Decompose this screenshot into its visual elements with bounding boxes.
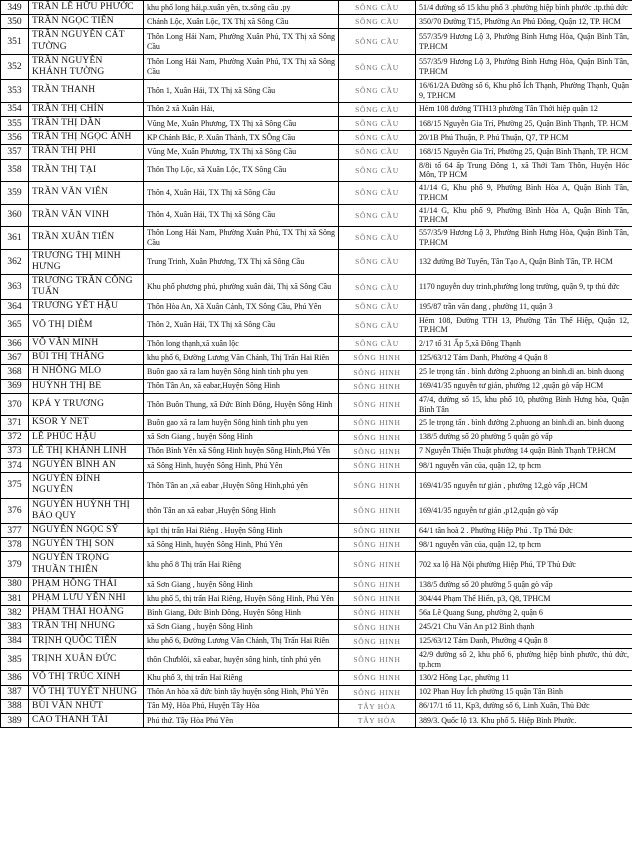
name-cell: HUỲNH THỊ BE [29,379,144,393]
current-address-cell: 169/41/35 nguyễn tư giản , phường 12,gò vấp ,HCM [416,473,632,498]
name-cell: NGUYỄN THỊ SON [29,538,144,552]
origin-address-cell: Tân Mỹ, Hòa Phú, Huyện Tây Hòa [144,699,339,713]
table-row [1,458,632,472]
table-row [1,314,632,337]
name-cell: NGUYỄN ĐÌNH NGUYÊN [29,473,144,498]
name-cell: KPÁ Y TRƯƠNG [29,393,144,416]
table-row [1,300,632,314]
current-address-cell: 557/35/9 Hương Lộ 3, Phường Bình Hưng Hòa, Quận Bình Tân, TP.HCM [416,227,632,250]
name-cell: VÕ VĂN MINH [29,337,144,351]
name-cell: TRỊNH QUỐC TIẾN [29,634,144,648]
table-row [1,249,632,274]
table-row [1,552,632,577]
table-row [1,393,632,416]
origin-address-cell: Phú thứ. Tây Hòa Phú Yên [144,713,339,727]
current-address-cell: 1170 nguyễn duy trinh,phường long trường, quận 9, tp thủ đức [416,274,632,299]
current-address-cell: 98/1 nguyễn văn của, quận 12, tp hcm [416,538,632,552]
table-row [1,80,632,103]
table-row [1,379,632,393]
district-cell: SÔNG CẦU [339,182,416,205]
row-number-cell: 354 [1,102,29,116]
district-cell: TÂY HÒA [339,699,416,713]
origin-address-cell: Thôn Buôn Thung, xã Đức Bình Đông, Huyện Sông Hinh [144,393,339,416]
origin-address-cell: thôn Chưblôi, xã eabar, huyện sông hinh, tỉnh phú yên [144,648,339,671]
origin-address-cell: khu phố long hải,p.xuân yên, tx.sông cầu .py [144,1,339,15]
origin-address-cell: xã Sông Hinh, huyện Sông Hinh, Phú Yên [144,458,339,472]
origin-address-cell: Thôn Long Hải Nam, Phường Xuân Phú, TX Thị xã Sông Cầu [144,227,339,250]
name-cell: TRẦN XUÂN TIẾN [29,227,144,250]
name-cell: PHẠM THÁI HOÀNG [29,606,144,620]
district-cell: SÔNG HINH [339,523,416,537]
origin-address-cell: Buôn gao xã ra lam huyện Sông hinh tỉnh phu yen [144,365,339,379]
district-cell: SÔNG CẦU [339,131,416,145]
table-row [1,351,632,365]
name-cell: TRƯƠNG YẾT HẬU [29,300,144,314]
district-cell: SÔNG HINH [339,620,416,634]
district-cell: SÔNG CẦU [339,314,416,337]
table-row [1,685,632,699]
name-cell: NGUYỄN NGỌC SỸ [29,523,144,537]
district-cell: SÔNG HINH [339,379,416,393]
current-address-cell: 168/15 Nguyễn Gia Trí, Phường 25, Quận Bình Thạnh, TP. HCM [416,145,632,159]
row-number-cell: 353 [1,80,29,103]
name-cell: CAO THANH TÀI [29,713,144,727]
name-cell: TRẦN LÊ HỮU PHƯỚC [29,1,144,15]
table-row [1,592,632,606]
origin-address-cell: xã Sơn Giang , huyện Sông Hinh [144,577,339,591]
origin-address-cell: Thôn 4, Xuân Hải, TX Thị xã Sông Cầu [144,182,339,205]
row-number-cell: 372 [1,430,29,444]
district-cell: SÔNG CẦU [339,249,416,274]
current-address-cell: 169/41/35 nguyễn tư giản, phường 12 ,quận gò vấp HCM [416,379,632,393]
current-address-cell: Hẻm 108, Đường TTH 13, Phường Tân Thế Hiệp, Quận 12, TP.HCM [416,314,632,337]
name-cell: TRẦN THỊ CHÍN [29,102,144,116]
current-address-cell: 125/63/12 Tám Danh, Phường 4 Quận 8 [416,351,632,365]
row-number-cell: 350 [1,15,29,29]
row-number-cell: 351 [1,29,29,54]
current-address-cell: 389/3. Quốc lộ 13. Khu phố 5. Hiệp Bình Phước. [416,713,632,727]
district-cell: SÔNG CẦU [339,204,416,227]
row-number-cell: 367 [1,351,29,365]
district-cell: SÔNG HINH [339,365,416,379]
table-row [1,54,632,79]
district-cell: SÔNG HINH [339,538,416,552]
district-cell: SÔNG HINH [339,430,416,444]
name-cell: H NHÔNG MLO [29,365,144,379]
origin-address-cell: Bình Giang, Đức Bình Đông, Huyện Sông Hinh [144,606,339,620]
row-number-cell: 369 [1,379,29,393]
district-cell: SÔNG HINH [339,648,416,671]
origin-address-cell: Vũng Me, Xuân Phương, TX Thị xã Sông Cầu [144,145,339,159]
name-cell: TRẦN NGUYỄN KHÁNH TƯỜNG [29,54,144,79]
row-number-cell: 387 [1,685,29,699]
row-number-cell: 352 [1,54,29,79]
district-cell: SÔNG HINH [339,498,416,523]
origin-address-cell: Chánh Lộc, Xuân Lộc, TX Thị xã Sông Cầu [144,15,339,29]
current-address-cell: 56a Lê Quang Sung, phường 2, quận 6 [416,606,632,620]
name-cell: NGUYỄN BÌNH AN [29,458,144,472]
row-number-cell: 370 [1,393,29,416]
origin-address-cell: Thôn Thọ Lộc, xã Xuân Lộc, TX Sông Cầu [144,159,339,182]
table-row [1,102,632,116]
current-address-cell: 42/9 đường số 2, khu phố 6, phường hiệp bình phước, thủ đức, tp.hcm [416,648,632,671]
table-row [1,274,632,299]
current-address-cell: 16/61/2A Đường số 6, Khu phố Ích Thạnh, Phường Thạnh, Quận 9, TP.HCM [416,80,632,103]
origin-address-cell: Khu phố 3, thị trấn Hai Riêng [144,671,339,685]
current-address-cell: 41/14 G, Khu phố 9, Phường Bình Hòa A, Quận Bình Tân, TP.HCM [416,182,632,205]
current-address-cell: 86/17/1 tổ 11, Kp3, đường số 6, Linh Xuân, Thủ Đức [416,699,632,713]
current-address-cell: Hẻm 108 đường TTH13 phường Tân Thới hiệp quận 12 [416,102,632,116]
table-row [1,634,632,648]
table-row [1,538,632,552]
row-number-cell: 378 [1,538,29,552]
row-number-cell: 376 [1,498,29,523]
district-cell: SÔNG HINH [339,671,416,685]
table-row [1,227,632,250]
origin-address-cell: Thôn 4, Xuân Hải, TX Thị xã Sông Cầu [144,204,339,227]
district-cell: SÔNG CẦU [339,80,416,103]
table-row [1,15,632,29]
district-cell: SÔNG HINH [339,577,416,591]
table-row [1,620,632,634]
name-cell: TRẦN THANH [29,80,144,103]
current-address-cell: 98/1 nguyễn văn của, quận 12, tp hcm [416,458,632,472]
current-address-cell: 51/4 đường số 15 khu phố 3 .phường hiệp bình phước .tp.thủ đức [416,1,632,15]
district-cell: SÔNG HINH [339,552,416,577]
current-address-cell: 102 Phan Huy Ích phường 15 quận Tân Bình [416,685,632,699]
row-number-cell: 383 [1,620,29,634]
district-cell: SÔNG CẦU [339,1,416,15]
origin-address-cell: khu phố 6, Đường Lương Văn Chánh, Thị Trấn Hai Riên [144,634,339,648]
current-address-cell: 168/15 Nguyễn Gia Trí, Phường 25, Quận Bình Thạnh, TP. HCM [416,116,632,130]
name-cell: TRƯƠNG THỊ MINH HƯNG [29,249,144,274]
table-row [1,1,632,15]
origin-address-cell: kp1 thị trấn Hai Riêng . Huyện Sông Hinh [144,523,339,537]
name-cell: TRẦN THỊ NHUNG [29,620,144,634]
table-row [1,713,632,727]
name-cell: VÕ THỊ TUYẾT NHUNG [29,685,144,699]
origin-address-cell: xã Sơn Giang , huyện Sông Hinh [144,430,339,444]
origin-address-cell: khu phố 6, Đường Lương Văn Chánh, Thị Trấn Hai Riên [144,351,339,365]
origin-address-cell: Thôn Tân An, xã eabar,Huyện Sông Hinh [144,379,339,393]
district-cell: SÔNG HINH [339,458,416,472]
current-address-cell: 245/21 Chu Văn An p12 Bình thạnh [416,620,632,634]
origin-address-cell: Thôn 1, Xuân Hải, TX Thị xã Sông Cầu [144,80,339,103]
row-number-cell: 382 [1,606,29,620]
current-address-cell: 138/5 đường số 20 phường 5 quận gò vấp [416,430,632,444]
name-cell: TRỊNH XUÂN ĐỨC [29,648,144,671]
row-number-cell: 375 [1,473,29,498]
table-row [1,606,632,620]
name-cell: PHẠM LƯU YẾN NHI [29,592,144,606]
table-row [1,159,632,182]
name-cell: BÙI VĂN NHỨT [29,699,144,713]
district-cell: SÔNG CẦU [339,159,416,182]
origin-address-cell: Thôn long thạnh,xã xuân lộc [144,337,339,351]
district-cell: SÔNG CẦU [339,29,416,54]
district-cell: SÔNG CẦU [339,337,416,351]
row-number-cell: 377 [1,523,29,537]
row-number-cell: 388 [1,699,29,713]
current-address-cell: 557/35/9 Hương Lộ 3, Phường Bình Hưng Hòa, Quận Bình Tân, TP.HCM [416,29,632,54]
table-row [1,29,632,54]
name-cell: TRẦN VĂN VINH [29,204,144,227]
district-cell: SÔNG HINH [339,444,416,458]
origin-address-cell: Buôn gao xã ra lam huyện Sông hinh tỉnh phu yen [144,416,339,430]
name-cell: TRẦN NGỌC TIẾN [29,15,144,29]
district-cell: SÔNG CẦU [339,300,416,314]
name-cell: LÊ THỊ KHÁNH LINH [29,444,144,458]
table-row [1,116,632,130]
district-cell: SÔNG HINH [339,416,416,430]
current-address-cell: 41/14 G, Khu phố 9, Phường Bình Hòa A, Quận Bình Tân, TP.HCM [416,204,632,227]
origin-address-cell: Khu phố phương phú, phường xuân đài, Thị xã Sông Cầu [144,274,339,299]
row-number-cell: 374 [1,458,29,472]
name-cell: TRẦN VĂN VIÊN [29,182,144,205]
name-cell: VÕ THỊ TRÚC XINH [29,671,144,685]
district-cell: SÔNG HINH [339,606,416,620]
row-number-cell: 371 [1,416,29,430]
records-table-body [1,1,632,728]
district-cell: SÔNG CẦU [339,116,416,130]
row-number-cell: 364 [1,300,29,314]
current-address-cell: 304/44 Phạm Thế Hiển, p3, Q8, TPHCM [416,592,632,606]
row-number-cell: 356 [1,131,29,145]
table-row [1,145,632,159]
origin-address-cell: Thôn Long Hải Nam, Phường Xuân Phú, TX Thị xã Sông Cầu [144,54,339,79]
row-number-cell: 363 [1,274,29,299]
district-cell: SÔNG HINH [339,634,416,648]
current-address-cell: 350/70 Đường T15, Phường An Phú Đông, Quận 12, TP. HCM [416,15,632,29]
current-address-cell: 169/41/35 nguyễn tư giản ,p12,quận gò vấp [416,498,632,523]
current-address-cell: 25 le trọng tấn . bình đường 2.phuong an binh.di an. binh duong [416,365,632,379]
district-cell: SÔNG HINH [339,592,416,606]
table-row [1,444,632,458]
row-number-cell: 386 [1,671,29,685]
origin-address-cell: Thôn Long Hải Nam, Phường Xuân Phú, TX Thị xã Sông Cầu [144,29,339,54]
origin-address-cell: Thôn Bình Yên xã Sông Hinh huyện Sông Hinh,Phú Yên [144,444,339,458]
district-cell: SÔNG HINH [339,351,416,365]
table-row [1,523,632,537]
row-number-cell: 360 [1,204,29,227]
table-row [1,182,632,205]
origin-address-cell: Trung Trinh, Xuân Phương, TX Thị xã Sông Cầu [144,249,339,274]
current-address-cell: 8/8i tổ 64 ấp Trung Đông 1, xã Thới Tam Thôn, Huyện Hóc Môn, TP HCM [416,159,632,182]
table-row [1,430,632,444]
name-cell: TRẦN THỊ NGỌC ÁNH [29,131,144,145]
current-address-cell: 2/17 tổ 31 Ấp 5,xã Đông Thạnh [416,337,632,351]
district-cell: SÔNG CẦU [339,54,416,79]
origin-address-cell: KP Chánh Bắc, P. Xuân Thành, TX SÔng Cầu [144,131,339,145]
name-cell: TRẦN THỊ DẦN [29,116,144,130]
name-cell: NGUYỄN TRỌNG THUẦN THIÊN [29,552,144,577]
current-address-cell: 702 xa lộ Hà Nội phường Hiệp Phú, TP Thủ Đức [416,552,632,577]
table-row [1,498,632,523]
row-number-cell: 366 [1,337,29,351]
current-address-cell: 138/5 đường số 20 phường 5 quận gò vấp [416,577,632,591]
row-number-cell: 355 [1,116,29,130]
current-address-cell: 20/1B Phú Thuận, P. Phú Thuận, Q7, TP HCM [416,131,632,145]
current-address-cell: 64/1 tân hoà 2 . Phường Hiệp Phú . Tp Thủ Đức [416,523,632,537]
district-cell: SÔNG CẦU [339,15,416,29]
current-address-cell: 130/2 Hồng Lạc, phường 11 [416,671,632,685]
district-cell: SÔNG CẦU [339,102,416,116]
row-number-cell: 380 [1,577,29,591]
table-row [1,699,632,713]
table-row [1,131,632,145]
origin-address-cell: Thôn Hòa An, Xã Xuân Cảnh, TX Sông Cầu, Phú Yên [144,300,339,314]
row-number-cell: 358 [1,159,29,182]
district-cell: SÔNG CẦU [339,227,416,250]
name-cell: TRƯƠNG TRẦN CÔNG TUẤN [29,274,144,299]
row-number-cell: 365 [1,314,29,337]
row-number-cell: 349 [1,1,29,15]
row-number-cell: 368 [1,365,29,379]
table-row [1,473,632,498]
row-number-cell: 362 [1,249,29,274]
origin-address-cell: xã Sơn Giang , huyện Sông Hinh [144,620,339,634]
district-cell: SÔNG HINH [339,685,416,699]
name-cell: KSOR Y NET [29,416,144,430]
origin-address-cell: Thôn 2, Xuân Hải, TX Thị xã Sông Cầu [144,314,339,337]
name-cell: LÊ PHÚC HẬU [29,430,144,444]
name-cell: TRẦN THỊ PHI [29,145,144,159]
name-cell: NGUYỄN HUỲNH THỊ BẢO QUY [29,498,144,523]
row-number-cell: 384 [1,634,29,648]
table-row [1,337,632,351]
table-row [1,671,632,685]
origin-address-cell: Thôn Tân an ,xã eabar ,Huyện Sông Hinh,phú yên [144,473,339,498]
row-number-cell: 379 [1,552,29,577]
current-address-cell: 47/4, đường số 15, khu phố 10, phường Bình Hưng hòa, Quận Bình Tân [416,393,632,416]
table-row [1,416,632,430]
current-address-cell: 557/35/9 Hương Lộ 3, Phường Bình Hưng Hòa, Quận Bình Tân, TP.HCM [416,54,632,79]
district-cell: SÔNG CẦU [339,274,416,299]
current-address-cell: 7 Nguyễn Thiện Thuật phường 14 quận Bình Thạnh TP.HCM [416,444,632,458]
name-cell: TRẦN NGUYỄN CÁT TƯỜNG [29,29,144,54]
row-number-cell: 385 [1,648,29,671]
name-cell: TRẦN THỊ TẠI [29,159,144,182]
district-cell: SÔNG CẦU [339,145,416,159]
origin-address-cell: Vũng Me, Xuân Phương, TX Thị xã Sông Cầu [144,116,339,130]
name-cell: VÕ THỊ DIỄM [29,314,144,337]
origin-address-cell: xã Sông Hinh, huyện Sông Hinh, Phú Yên [144,538,339,552]
current-address-cell: 195/87 trần văn đang , phường 11, quận 3 [416,300,632,314]
table-row [1,648,632,671]
name-cell: PHẠM HỒNG THÁI [29,577,144,591]
row-number-cell: 381 [1,592,29,606]
table-row [1,365,632,379]
row-number-cell: 361 [1,227,29,250]
table-row [1,577,632,591]
district-cell: SÔNG HINH [339,393,416,416]
origin-address-cell: Thôn An hòa xã đức bình tây huyện sông Hinh, Phú Yên [144,685,339,699]
origin-address-cell: thôn Tân an xã eabar ,Huyện Sông Hinh [144,498,339,523]
origin-address-cell: khu phố 5, thị trấn Hai Riêng, Huyện Sông Hinh, Phú Yên [144,592,339,606]
district-cell: SÔNG HINH [339,473,416,498]
table-row [1,204,632,227]
row-number-cell: 357 [1,145,29,159]
district-cell: TÂY HÒA [339,713,416,727]
current-address-cell: 25 le trọng tấn . bình đường 2.phuong an binh.di an. binh duong [416,416,632,430]
current-address-cell: 132 đường Bờ Tuyến, Tân Tạo A, Quận Bình Tân, TP. HCM [416,249,632,274]
origin-address-cell: Thôn 2 xã Xuân Hải, [144,102,339,116]
name-cell: BÙI THỊ THẮNG [29,351,144,365]
origin-address-cell: khu phố 8 Thị trấn Hai Riêng [144,552,339,577]
row-number-cell: 373 [1,444,29,458]
row-number-cell: 359 [1,182,29,205]
row-number-cell: 389 [1,713,29,727]
current-address-cell: 125/63/12 Tám Danh, Phường 4 Quận 8 [416,634,632,648]
